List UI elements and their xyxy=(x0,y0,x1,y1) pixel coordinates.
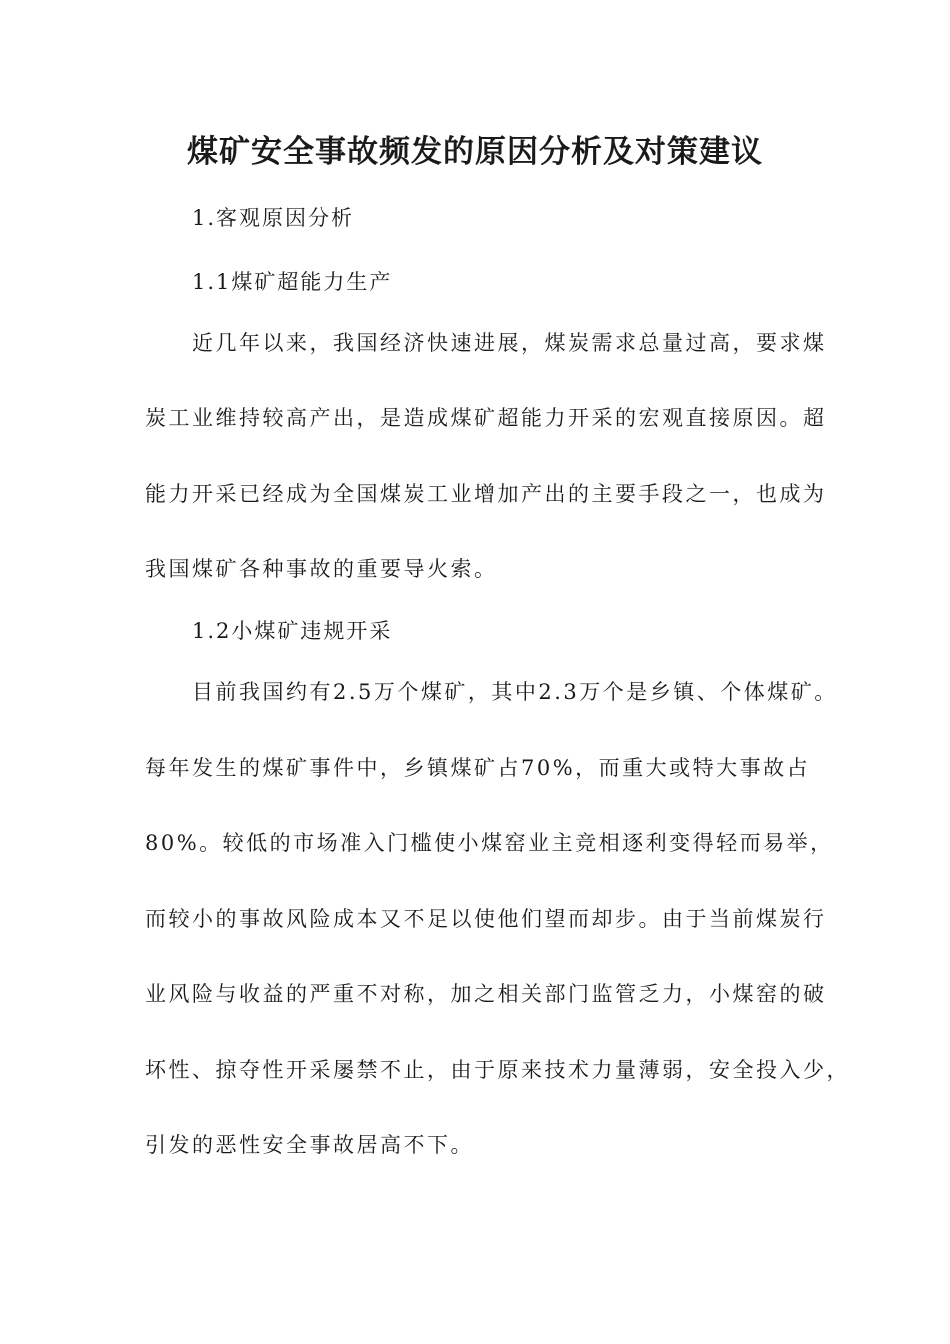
paragraph-line: 目前我国约有2.5万个煤矿，其中2.3万个是乡镇、个体煤矿。 xyxy=(192,680,838,704)
paragraph-line: 炭工业维持较高产出，是造成煤矿超能力开采的宏观直接原因。超 xyxy=(145,406,827,430)
paragraph-line: 能力开采已经成为全国煤炭工业增加产出的主要手段之一，也成为 xyxy=(145,482,827,506)
paragraph-line: 我国煤矿各种事故的重要导火索。 xyxy=(145,557,498,581)
section-heading-1-2: 1.2小煤矿违规开采 xyxy=(192,619,393,643)
paragraph-line: 坏性、掠夺性开采屡禁不止，由于原来技术力量薄弱，安全投入少， xyxy=(145,1058,850,1082)
paragraph-line: 每年发生的煤矿事件中，乡镇煤矿占70%，而重大或特大事故占 xyxy=(145,756,811,780)
section-heading-1-1: 1.1煤矿超能力生产 xyxy=(192,270,393,294)
paragraph-line: 近几年以来，我国经济快速进展，煤炭需求总量过高，要求煤 xyxy=(192,331,827,355)
paragraph-line: 引发的恶性安全事故居高不下。 xyxy=(145,1133,474,1157)
section-heading-1: 1.客观原因分析 xyxy=(192,206,355,230)
paragraph-line: 80%。较低的市场准入门槛使小煤窑业主竞相逐利变得轻而易举， xyxy=(145,831,834,855)
document-title: 煤矿安全事故频发的原因分析及对策建议 xyxy=(187,134,763,170)
paragraph-line: 业风险与收益的严重不对称，加之相关部门监管乏力，小煤窑的破 xyxy=(145,982,827,1006)
paragraph-line: 而较小的事故风险成本又不足以使他们望而却步。由于当前煤炭行 xyxy=(145,907,827,931)
